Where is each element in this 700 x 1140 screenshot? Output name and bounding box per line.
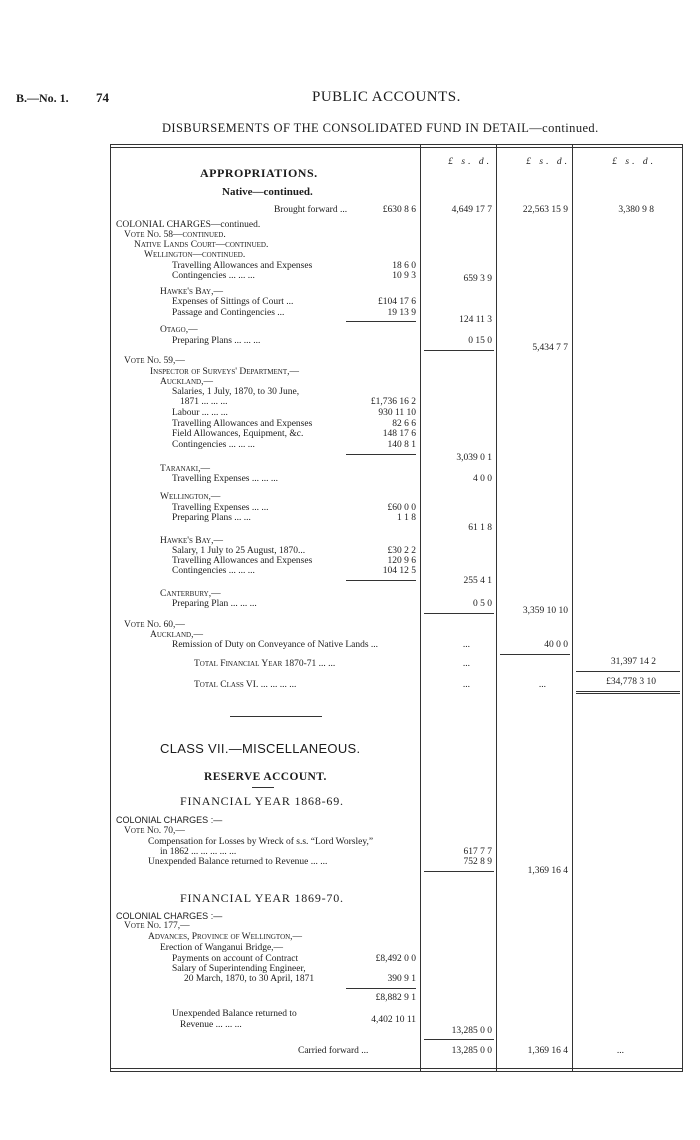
hb-total: 124 11 3 [459,315,492,325]
h2-label: Travelling Allowances and Expenses [172,556,313,566]
auckland3-label: Auckland,— [150,630,203,640]
v70-total: 1,369 16 4 [527,866,568,876]
a5-amt: 140 8 1 [387,440,416,450]
vote-58-label: Vote No. 58—continued. [124,230,226,240]
wl1-amt: £60 0 0 [387,503,416,513]
wellington-label: Wellington—continued. [144,250,246,260]
a4-amt: 148 17 6 [382,429,416,439]
page-title: PUBLIC ACCOUNTS. [312,89,461,105]
a1a-label: Salaries, 1 July, 1870, to 30 June, [172,387,300,397]
otago-rule [424,350,494,351]
fy-1868-heading: FINANCIAL YEAR 1868-69. [180,794,344,808]
carried-forward-c2: 1,369 16 4 [527,1046,568,1056]
hb-rule [346,321,416,322]
native-lands-court-label: Native Lands Court—continued. [134,240,269,250]
taranaki-label: Taranaki,— [160,464,210,474]
reserve-account-heading: RESERVE ACCOUNT. [204,771,327,783]
advances-label: Advances, Province of Wellington,— [148,932,303,942]
ub2a-label: Unexpended Balance returned to [172,1009,297,1019]
vote-70-label: Vote No. 70,— [124,826,185,836]
ub2b-label: Revenue ... ... ... [180,1020,242,1030]
inspector-surveys-label: Inspector of Surveys' Department,— [150,367,300,377]
total-class6-label: Total Class VI. ... ... ... ... [194,680,297,690]
w2-c1: 659 3 9 [463,274,492,284]
wl2-amt: 1 1 8 [397,513,416,523]
c1-c1: 0 5 0 [473,599,492,609]
p2a-label: Salary of Superintending Engineer, [172,964,306,974]
total-class6-c3: £34,778 3 10 [606,677,656,687]
wl2-label: Preparing Plans ... ... [172,513,251,523]
p-sum: £8,882 9 1 [375,993,416,1003]
p2b-label: 20 March, 1870, to 30 April, 1871 [184,974,315,984]
total-fy-label: Total Financial Year 1870-71 ... ... [194,659,336,669]
auckland-total: 3,039 0 1 [456,453,492,463]
carried-forward-c1: 13,285 0 0 [451,1046,492,1056]
hawkes-bay-label: Hawke's Bay,— [160,287,223,297]
col1-head: £ s. d. [448,157,492,167]
a4-label: Field Allowances, Equipment, &c. [172,429,304,439]
vote59-total: 3,359 10 10 [522,606,568,616]
vote-177-label: Vote No. 177,— [124,921,190,931]
hb1-amt: £104 17 6 [378,297,416,307]
v177-total: 13,285 0 0 [451,1026,492,1036]
wl1-label: Travelling Expenses ... ... [172,503,269,513]
p1-amt: £8,492 0 0 [375,954,416,964]
table-top-rule-2 [110,147,682,148]
hawkes-bay2-label: Hawke's Bay,— [160,536,223,546]
col2-head: £ s. d. [526,157,570,167]
comp-a-label: Compensation for Losses by Wreck of s.s. “Lord Worsley,” [148,837,374,847]
w2-label: Contingencies ... ... ... [172,271,255,281]
a3-label: Travelling Allowances and Expenses [172,419,313,429]
canterbury-label: Canterbury,— [160,589,221,599]
native-subheading: Native—continued. [222,186,313,198]
v177-rule [424,1039,494,1040]
vote58-total: 5,434 7 7 [532,343,568,353]
h1-amt: £30 2 2 [387,546,416,556]
total-fy-c1: ... [462,659,470,669]
a5-label: Contingencies ... ... ... [172,440,255,450]
r1-label: Remission of Duty on Conveyance of Native Lands ... [172,640,379,650]
a1b-amt: £1,736 16 2 [370,397,416,407]
table-left-border [110,144,111,1072]
canterbury-rule [424,613,494,614]
table-right-border [682,144,683,1072]
brought-forward-c3: 3,380 9 8 [618,205,654,215]
column-divider-2 [496,144,497,1072]
total-fy-rule [576,671,680,672]
table-bottom-rule-2 [110,1071,682,1072]
comp-b-label: in 1862 ... ... ... ... ... [160,847,237,857]
r1-rule [500,654,570,655]
t1-label: Travelling Expenses ... ... ... [172,474,278,484]
total-fy-c3: 31,397 14 2 [610,657,656,667]
vote-60-label: Vote No. 60,— [124,620,185,630]
h-rule [346,580,416,581]
section-divider [230,716,322,717]
ub1-label: Unexpended Balance returned to Revenue ... ... [148,857,328,867]
carried-forward-label: Carried forward ... [298,1046,369,1056]
brought-forward-c2: 22,563 15 9 [522,205,568,215]
class-vii-heading: CLASS VII.—MISCELLANEOUS. [160,741,361,756]
hb2-label: Passage and Contingencies ... [172,308,285,318]
h3-amt: 104 12 5 [382,566,416,576]
p1-label: Payments on account of Contract [172,954,299,964]
col3-head: £ s. d. [612,157,656,167]
hb2-amt: 19 13 9 [387,308,416,318]
ub2b-amt: 4,402 10 11 [371,1015,416,1025]
total-class6-c2: ... [538,680,546,690]
total-class6-rule [576,691,680,692]
total-class6-c1: ... [462,680,470,690]
column-divider-1 [420,144,421,1072]
hb1-label: Expenses of Sittings of Court ... [172,297,294,307]
colonial-charges-1: COLONIAL CHARGES :— [116,815,223,825]
table-top-rule [110,144,682,145]
w2-amt: 10 9 3 [392,271,416,281]
t1-c1: 4 0 0 [473,474,492,484]
carried-forward-c3: ... [616,1046,624,1056]
table-bottom-rule [110,1068,682,1069]
a2-label: Labour ... ... ... [172,408,228,418]
comp-b-c1: 617 7 7 [463,847,492,857]
otago1-c1: 0 15 0 [468,336,492,346]
r1-c1: ... [462,640,470,650]
colonial-charges-2: COLONIAL CHARGES :— [116,911,223,921]
a3-amt: 82 6 6 [392,419,416,429]
auckland-label: Auckland,— [160,377,213,387]
a1b-label: 1871 ... ... ... [180,397,228,407]
h2-amt: 120 9 6 [387,556,416,566]
column-divider-3 [572,144,573,1072]
erection-label: Erection of Wanganui Bridge,— [160,943,284,953]
vote-59-label: Vote No. 59,— [124,356,185,366]
auckland-rule [346,454,416,455]
appropriations-heading: APPROPRIATIONS. [200,166,318,180]
wellington2-label: Wellington,— [160,492,221,502]
a2-amt: 930 11 10 [378,408,416,418]
brought-forward-label: Brought forward ... [274,205,348,215]
r1-c2: 40 0 0 [544,640,568,650]
p2b-amt: 390 9 1 [387,974,416,984]
h3-label: Contingencies ... ... ... [172,566,255,576]
brought-forward-inner: £630 8 6 [382,205,416,215]
otago-label: Otago,— [160,325,198,335]
p-rule [346,988,416,989]
section-subtitle: DISBURSEMENTS OF THE CONSOLIDATED FUND IN DETAIL—continued. [162,121,599,135]
document-ref: B.—No. 1. [16,91,69,105]
ub1-c1: 752 8 9 [463,857,492,867]
page-number: 74 [96,90,109,105]
w1-label: Travelling Allowances and Expenses [172,261,313,271]
c1-label: Preparing Plan ... ... ... [172,599,257,609]
wl-total: 61 1 8 [468,523,492,533]
fy-1869-heading: FINANCIAL YEAR 1869-70. [180,891,344,905]
otago1-label: Preparing Plans ... ... ... [172,336,261,346]
colonial-charges-label: COLONIAL CHARGES—continued. [116,220,261,230]
total-class6-rule-2 [576,693,680,694]
w1-amt: 18 6 0 [392,261,416,271]
v70-rule [424,871,494,872]
brought-forward-c1: 4,649 17 7 [451,205,492,215]
h-total: 255 4 1 [463,576,492,586]
reserve-rule [252,787,274,788]
h1-label: Salary, 1 July to 25 August, 1870... [172,546,306,556]
